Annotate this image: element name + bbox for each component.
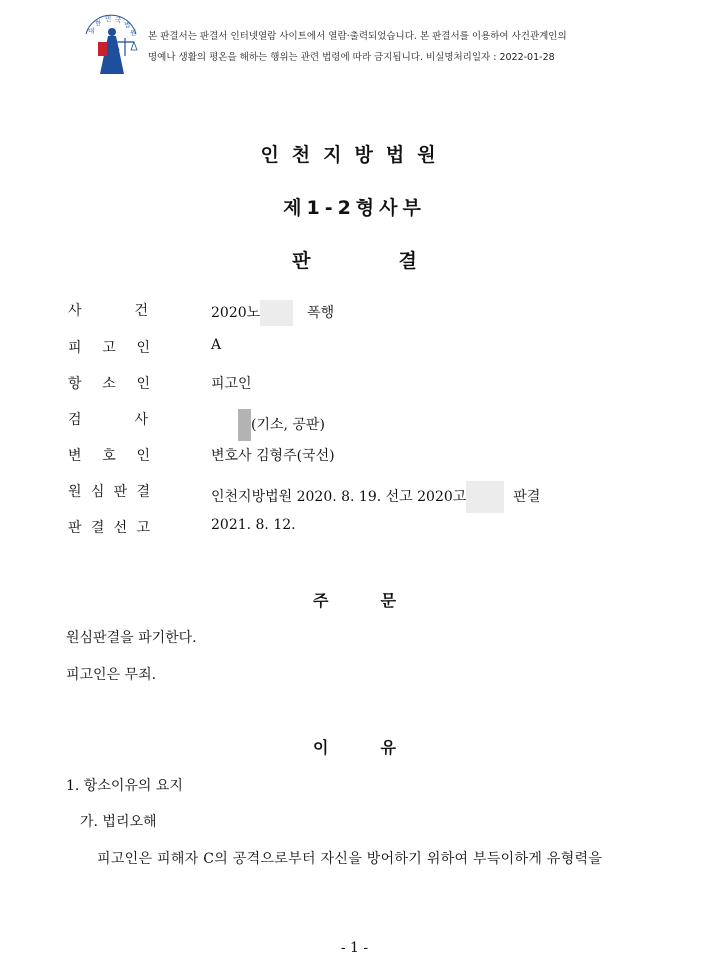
order-line-2: 피고인은 무죄.: [66, 667, 157, 683]
defendant-value: A: [211, 337, 222, 353]
division-name: 제1-2형사부: [283, 197, 426, 219]
notice-line-1: 본 판결서는 판결서 인터넷열람 사이트에서 열람·출력되었습니다. 본 판결서를 이용하여 사건관계인의: [148, 31, 567, 42]
svg-text:한: 한: [95, 19, 102, 27]
original-judgment-value: 인천지방법원 2020. 8. 19. 선고 2020고 판결: [211, 481, 540, 513]
case-value: 2020노 폭행: [211, 300, 334, 326]
court-emblem-icon: [78, 12, 144, 76]
redaction: [260, 300, 293, 326]
reason-paragraph: 피고인은 피해자 C의 공격으로부터 자신을 방어하기 위하여 부득이하게 유형력을: [97, 851, 603, 867]
counsel-value: 변호사 김형주(국선): [211, 448, 335, 464]
defendant-label: 피 고 인: [68, 340, 150, 356]
document-title: [0, 246, 709, 273]
page-number: - 1 -: [340, 940, 369, 956]
prosecutor-value: (기소, 공판): [238, 409, 325, 441]
title-left: 판: [292, 250, 311, 272]
svg-text:법: 법: [124, 21, 131, 29]
notice-text: [148, 26, 567, 68]
order-heading: 주 문: [313, 591, 396, 610]
order-line-1: 원심판결을 파기한다.: [66, 630, 197, 646]
svg-text:원: 원: [130, 29, 137, 37]
counsel-label: 변 호 인: [68, 448, 150, 464]
appellant-value: 피고인: [211, 376, 252, 392]
title-right: 결: [398, 250, 417, 272]
case-label: 사 건: [68, 303, 148, 319]
reason-subsection-a: 가. 법리오해: [80, 814, 157, 830]
redaction: [466, 481, 504, 513]
svg-text:국: 국: [115, 16, 122, 24]
reason-heading: 이 유: [313, 738, 396, 757]
sentence-date-label: 판 결 선 고: [68, 520, 150, 536]
reason-section-1: 1. 항소이유의 요지: [66, 778, 183, 794]
svg-text:민: 민: [105, 15, 112, 23]
prosecutor-label: 검 사: [68, 412, 148, 428]
appellant-label: 항 소 인: [68, 376, 150, 392]
court-name: 인천지방법원: [260, 144, 449, 166]
original-judgment-label: 원 심 판 결: [68, 484, 150, 500]
sentence-date-value: 2021. 8. 12.: [211, 517, 296, 533]
notice-line-2: 명예나 생활의 평온을 해하는 행위는 관련 법령에 따라 금지됩니다. 비실명처리일자 : 2022-01-28: [148, 52, 555, 63]
page-header: [78, 12, 678, 72]
svg-text:대: 대: [88, 27, 95, 35]
redaction: [238, 409, 251, 441]
